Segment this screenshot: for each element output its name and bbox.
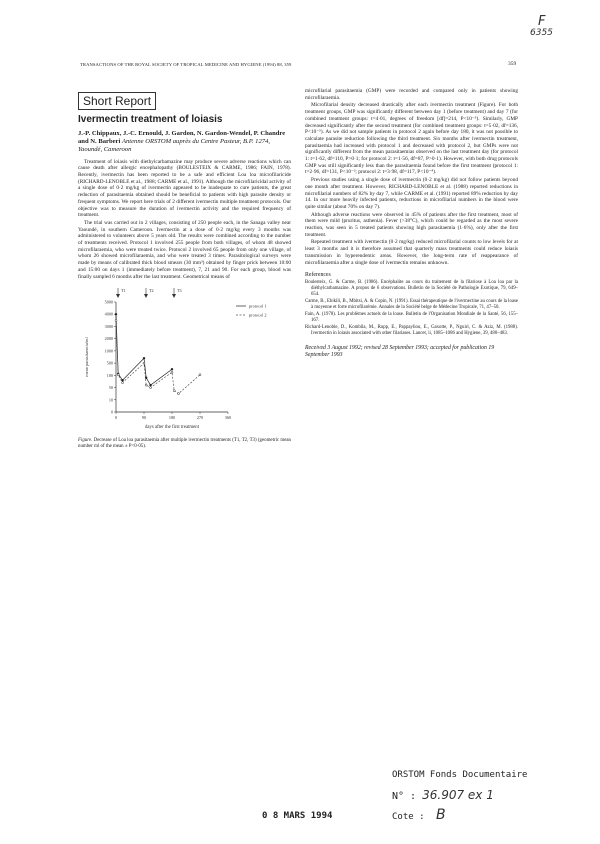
handwritten-annotation-number: 6355 bbox=[530, 28, 553, 38]
reference-item: Fain, A. (1978). Les problèmes actuels de la loase. Bulletin de l'Organisation Mondiale de la Santé, 56, 155–167. bbox=[305, 312, 518, 324]
treatment-arrowhead bbox=[172, 294, 176, 298]
y-tick-label: 3000 bbox=[104, 324, 113, 330]
document-number-value: 36.907 ex 1 bbox=[422, 788, 494, 802]
paragraph: microfilarial parasitaemia (GMP) were recorded and compared only in patients showing microfilaraemia. bbox=[305, 88, 518, 101]
series-line-2 bbox=[116, 321, 200, 394]
treatment-arrowhead bbox=[116, 294, 120, 298]
treatment-label: T2 bbox=[149, 288, 154, 294]
data-point bbox=[117, 374, 119, 376]
cote bbox=[392, 807, 446, 823]
data-point bbox=[171, 368, 173, 370]
article-title: Ivermectin treatment of loiasis bbox=[78, 114, 223, 125]
author-list: J.-P. Chippaux, J.-C. Ernould, J. Gardon, N. Gardon-Wendel, P. Chandre and N. Barberi bbox=[78, 130, 286, 146]
data-point bbox=[199, 374, 201, 376]
paragraph: Although adverse reactions were observed in 45% of patients after the first treatment, most of them were mild (pruritus, asthenia). Fever (>38°C), which could be regarded as the most severe reaction, was seen in 5 treated patients showing high parasitaemia (1·6%), only after the first treatment. bbox=[305, 211, 518, 238]
data-point bbox=[145, 384, 147, 386]
paragraph: Treatment of loiasis with diethylcarbamazine may produce severe adverse reactions which can cause death after allergic encephalopathy (BOULESTEIX & CARME, 1986; FAIN, 1978). Recently, ivermectin has been reported to be a safe and efficient Loa loa microfilaricide (RICHARD-LENOBLE et al., 1988; CARME et al., 1991). Although the microfilaricidal activity of a single dose of 0·2 mg/kg of ivermectin appeared to be inadequate to cure patients, the great reduction of parasitaemia obtained should be beneficial to patients with high parasite density or frequent symptoms. We report here trials of 2 different ivermectin multiple treatment protocols. Our objective was to measure the duration of ivermectin activity and the required frequency of treatment. bbox=[78, 158, 291, 219]
data-point bbox=[150, 387, 152, 389]
right-column bbox=[305, 88, 518, 359]
y-tick-label: 1000 bbox=[104, 348, 113, 354]
legend-label: protocol 2 bbox=[249, 312, 267, 318]
x-tick-label: 0 bbox=[114, 415, 118, 421]
figure bbox=[78, 284, 291, 436]
y-tick-label: 10 bbox=[108, 397, 113, 403]
reference-item: Richard-Lenoble, D., Kombila, M., Rupp, E., Pappayliou, E., Gaxotte, P., Nguiri, C. & Aziz, M. (1988). Ivermectin in loiasis associated with other filariases. Lancet, ii, 1085–1086 and Hygiene, 39, 480–483. bbox=[305, 325, 518, 337]
y-tick-label: 50 bbox=[108, 385, 113, 391]
date-stamp: 0 8 MARS 1994 bbox=[262, 811, 333, 821]
data-point bbox=[143, 357, 145, 359]
x-tick-label: 360 bbox=[224, 415, 232, 421]
y-tick-label: 100 bbox=[106, 373, 113, 379]
figure-caption-label: Figure. bbox=[78, 438, 93, 444]
paragraph: Repeated treatment with ivermectin (0·2 mg/kg) reduced microfilarial counts to low levels for at least 3 months and it is therefore assumed that quarterly mass treatments could reduce loiasis transmission in hyperendemic areas. However, the long-term rate of reappearance of microfilaraemia after a single dose of ivermectin remains unknown. bbox=[305, 239, 518, 266]
data-point bbox=[143, 362, 145, 364]
data-point bbox=[115, 313, 117, 315]
cote-label: Cote : bbox=[392, 812, 425, 822]
figure-caption-text: Decrease of Loa loa parasitaemia after multiple ivermectin treatments (T1, T2, T3) (geometric mean number ml of the mean ± P<0·05). bbox=[78, 438, 291, 450]
data-point bbox=[173, 390, 175, 392]
cote-value: B bbox=[435, 807, 446, 823]
affiliation: Antenne ORSTOM auprès du Centre Pasteur, B.P. 1274, Yaoundé, Cameroon bbox=[78, 138, 271, 154]
y-tick-label: 5000 bbox=[104, 299, 113, 305]
section-label: Short Report bbox=[78, 92, 156, 110]
x-tick-label: 90 bbox=[141, 415, 147, 421]
reference-item: Carme, B., Ebikili, B., Mbitsi, A. & Copin, N. (1991). Essai thérapeutique de l'ivermectine au cours de la loase à moyenne et forte microfilarémie. Annales de la Société belge de Médecine Tropicale, 71, 47–50. bbox=[305, 299, 518, 311]
data-point bbox=[150, 384, 152, 386]
data-point bbox=[122, 382, 124, 384]
left-column bbox=[78, 88, 291, 450]
document-number bbox=[392, 788, 494, 802]
treatment-arrowhead bbox=[144, 294, 148, 298]
x-tick-label: 180 bbox=[168, 415, 176, 421]
running-head: TRANSACTIONS OF THE ROYAL SOCIETY OF TROPICAL MEDICINE AND HYGIENE (1994) 88, 359 bbox=[80, 62, 292, 67]
document-number-label: N° : bbox=[392, 791, 417, 802]
y-tick-label: 0 bbox=[110, 409, 113, 415]
received-dates: Received 3 August 1992; revised 28 September 1993; accepted for publication 19 September 1993 bbox=[305, 345, 495, 359]
paragraph: Previous studies using a single dose of ivermectin (0·2 mg/kg) did not follow patients beyond one month after treatment. However, RICHARD-LENOBLE et al. (1988) reported reductions in microfilarial numbers of 82% by day 7, while CARME et al. (1991) reported 89% reduction by day 14. In our more heavily infected patients, reductions in microfilarial numbers in the blood were quite similar (about 70% on day 7). bbox=[305, 177, 518, 210]
parasitaemia-chart bbox=[78, 284, 291, 436]
y-tick-label: 500 bbox=[106, 360, 113, 366]
y-tick-label: 2000 bbox=[104, 336, 113, 342]
y-axis-label: mean parasitaemia/ml bbox=[84, 337, 89, 378]
paragraph: The trial was carried out in 2 villages, consisting of 250 people each, in the Sanaga valley near Yaoundé, in southern Cameroon. Ivermectin at a dose of 0·2 mg/kg every 3 months was administered to volunteers above 5 years old. The results were combined according to the number of treatments received. Protocol 1 involved 255 people from both villages, of whom 48 showed microfilaraemia, who were treated twice. Protocol 2 involved 65 people from only one village, of whom 26 showed microfilaraemia, and who were treated 3 times. Parasitological surveys were made by means of calibrated thick blood smears (30 mm³) obtained by finger prick between 10:00 and 15:00 on days 1 (immediately before treatment), 7, 21 and 90. For each group, blood was finally sampled 6 months after the last treatment. Geometrical means of bbox=[78, 219, 291, 280]
treatment-label: T3 bbox=[177, 288, 182, 294]
handwritten-annotation-top: F bbox=[538, 14, 546, 29]
paragraph: Microfilarial density decreased drastically after each ivermectin treatment (Figure). For both treatment groups, GMP was significantly different between day 1 (before treatment) and day 7 (for combined treatment groups: t=4·01, degrees of freedom [df]=214, P<10⁻⁵). Similarly, GMP decreased significantly after the second treatment (for combined treatment groups: t=5·02, df=136, P<10⁻⁵). As we did not sample patients in protocol 2 again before day 180, it was not possible to calculate parasite reduction following the third treatment. Six months after ivermectin treatment, parasitaemia had increased with protocol 1 and decreased with protocol 2, but GMPs were not significantly different from the mean parasitaemias observed on the last treatment day (for protocol 1: t=1·62, df=110, P>0·1; for protocol 2: t=1·56, df=87, P>0·1). However, with both drug protocols GMP was still significantly less than the parasitaemia found before the first treatment (protocol 1: t=2·96, df=131, P<10⁻²; protocol 2: t=3·98, df=117, P<10⁻⁴). bbox=[305, 102, 518, 176]
series-line-1 bbox=[116, 314, 172, 385]
data-point bbox=[115, 320, 117, 322]
page-number: 359 bbox=[508, 61, 517, 67]
reference-item: Boulesteix, G. & Carme, B. (1986). Encéphalite au cours du traitement de la filariose à Loa loa par la diéthylcarbamazine. A propos de 6 observations. Bulletin de la Société de Pathologie Exotique, 79, 649–654. bbox=[305, 280, 518, 298]
x-tick-label: 270 bbox=[196, 415, 204, 421]
treatment-label: T1 bbox=[121, 288, 126, 294]
references-heading: References bbox=[305, 272, 331, 279]
orstom-stamp: ORSTOM Fonds Documentaire bbox=[392, 770, 528, 780]
figure-caption bbox=[78, 438, 291, 450]
data-point bbox=[178, 393, 180, 395]
x-axis-label: days after the first treatment bbox=[144, 425, 200, 431]
data-point bbox=[122, 379, 124, 381]
authors-block bbox=[78, 130, 291, 155]
legend-label: protocol 1 bbox=[249, 303, 267, 309]
data-point bbox=[171, 372, 173, 374]
y-tick-label: 4000 bbox=[104, 311, 113, 317]
